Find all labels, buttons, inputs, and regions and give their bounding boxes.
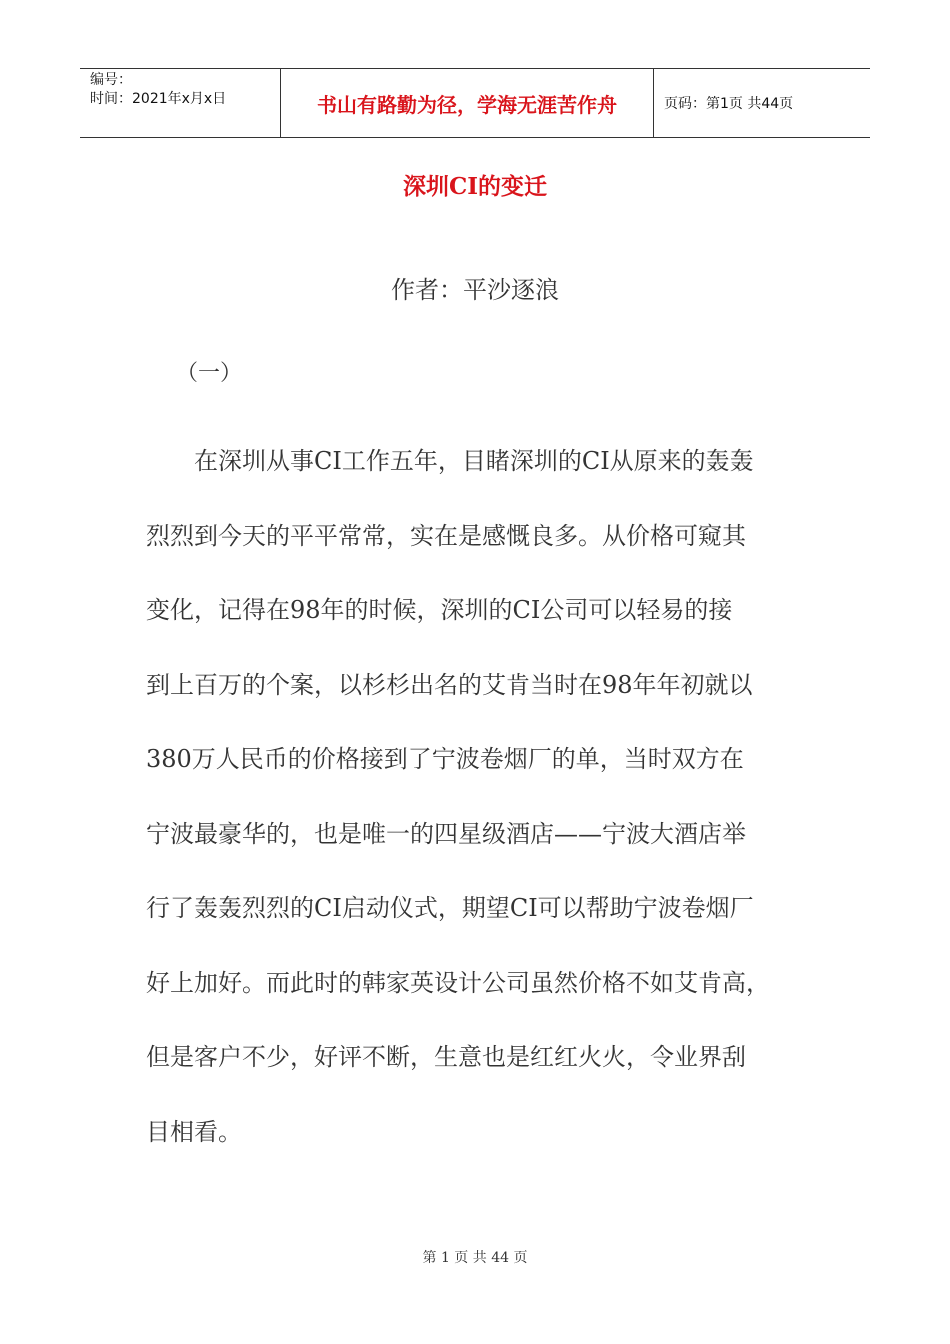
section-heading: （一） [176,361,243,386]
page-header [80,68,870,138]
header-page-info: 页码：第1页 共44页 [664,96,794,112]
body-paragraph [146,440,816,1185]
text-line: 到上百万的个案，以杉杉出名的艾肯当时在98年年初就以 [146,670,753,699]
text-line: 行了轰轰烈烈的CI启动仪式，期望CI可以帮助宁波卷烟厂 [146,894,754,922]
header-meta [80,69,281,137]
text-line: 好上加好。而此时的韩家英设计公司虽然价格不如艾肯高， [146,968,770,997]
text-line: 变化，记得在98年的时候，深圳的CI公司可以轻易的接 [146,596,733,624]
serial-label: 编号： [90,72,132,88]
text-line: 但是客户不少，好评不断，生意也是红红火火，令业界刮 [146,1043,746,1071]
text-line: 烈烈到今天的平平常常，实在是感慨良多。从价格可窥其 [146,521,746,550]
text-line: 目相看。 [146,1117,242,1146]
text-line: 在深圳从事CI工作五年，目睹深圳的CI从原来的轰轰 [146,447,754,475]
document-title: 深圳CI的变迁 [402,173,548,200]
document-author: 作者：平沙逐浪 [391,276,559,304]
header-motto: 书山有路勤为径，学海无涯苦作舟 [281,69,654,137]
text-line: 380万人民币的价格接到了宁波卷烟厂的单，当时双方在 [146,745,744,773]
time-label: 时间：2021年x月x日 [90,91,227,107]
text-line: 宁波最豪华的，也是唯一的四星级酒店——宁波大酒店举 [146,819,746,848]
page-footer: 第 1 页 共 44 页 [422,1250,528,1266]
